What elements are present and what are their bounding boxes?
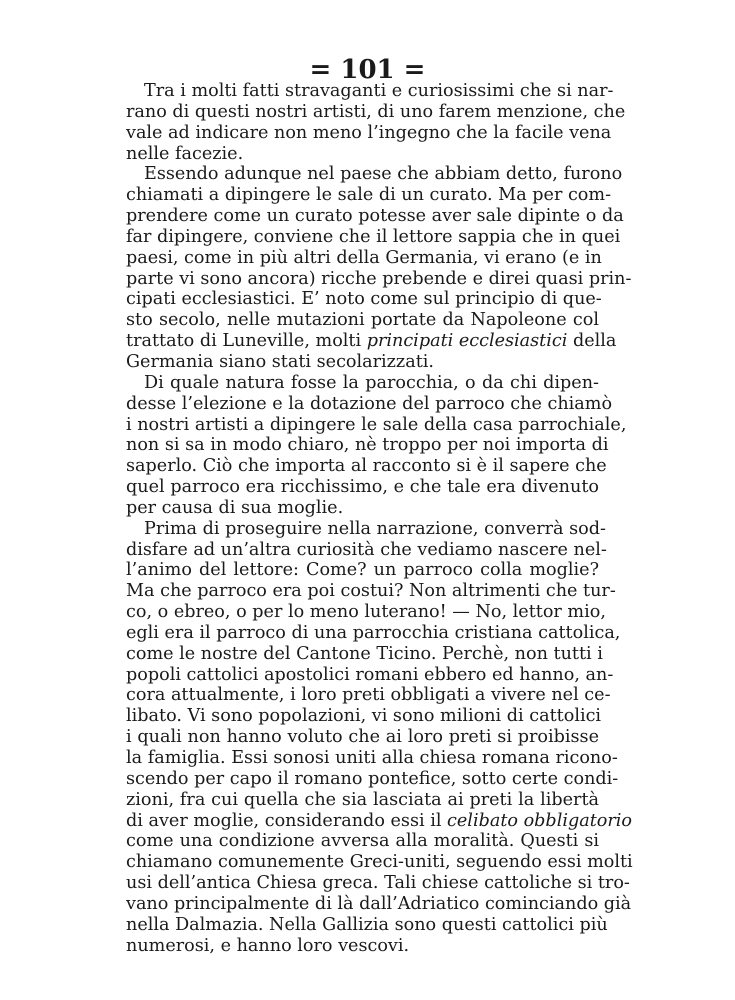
text-line: la famiglia. Essi sonosi uniti alla chiesa romana ricono- [126,748,618,768]
text-line: saperlo. Ciò che importa al racconto si è il sapere che [126,456,607,477]
text-line: cora attualmente, i loro preti obbligati a vivere nel ce- [126,685,611,706]
text-line: chiamano comunemente Greci-uniti, seguendo essi molti [126,852,633,873]
text-line: Tra i molti fatti stravaganti e curiosissimi che si nar- [144,81,614,101]
text-line: Essendo adunque nel paese che abbiam detto, furono [144,164,623,185]
text-line: popoli cattolici apostolici romani ebbero ed hanno, an- [126,664,614,685]
text-line: cipati ecclesiastici. E’ noto come sul principio di que- [126,289,602,310]
text-line: non si sa in modo chiaro, nè troppo per noi importa di [126,435,609,456]
text-line: di aver moglie, considerando essi il celibato obbligatorio [126,810,632,831]
text-line: i quali non hanno voluto che ai loro preti si proibisse [126,727,599,748]
text-line: per causa di sua moglie. [126,497,344,518]
text-line: quel parroco era ricchissimo, e che tale era divenuto [126,477,599,498]
text-line: co, o ebreo, o per lo meno luterano! — No, lettor mio, [126,602,606,623]
text-line: chiamati a dipingere le sale di un curato. Ma per com- [126,185,612,206]
text-line: libato. Vi sono popolazioni, vi sono milioni di cattolici [126,706,602,727]
text-line: come una condizione avversa alla moralità. Questi si [126,831,599,852]
text-line: desse l’elezione e la dotazione del parroco che chiamò [126,393,613,414]
text-line: trattato di Luneville, molti principati ecclesiastici della [126,331,617,352]
text-line: vale ad indicare non meno l’ingegno che la facile vena [126,122,612,143]
text-line: zioni, fra cui quella che sia lasciata ai preti la libertà [126,789,599,810]
text-line: paesi, come in più altri della Germania, vi erano (e in [126,247,602,268]
text-line: far dipingere, conviene che il lettore sappia che in quei [126,226,621,247]
text-line: Ma che parroco era poi costui? Non altrimenti che tur- [126,581,616,602]
text-line: vano principalmente di là dall’Adriatico cominciando già [126,893,632,914]
text-line: parte vi sono ancora) ricche prebende e direi quasi prin- [126,268,632,289]
text-line: nella Dalmazia. Nella Gallizia sono questi cattolici più [126,914,608,935]
text-line: Di quale natura fosse la parocchia, o da chi dipen- [144,372,599,393]
text-line: rano di questi nostri artisti, di uno farem menzione, che [126,101,626,122]
text-line: usi dell’antica Chiesa greca. Tali chiese cattoliche si tro- [126,873,630,894]
text-line: prendere come un curato potesse aver sale dipinte o da [126,206,624,227]
text-line: egli era il parroco di una parrocchia cristiana cattolica, [126,622,621,643]
body-text [126,81,633,956]
text-line: numerosi, e hanno loro vescovi. [126,935,410,956]
text-line: sto secolo, nelle mutazioni portate da Napoleone col [126,310,599,331]
text-line: Prima di proseguire nella narrazione, converrà sod- [144,518,606,539]
text-line: scendo per capo il romano pontefice, sotto certe condi- [126,768,619,789]
text-line: i nostri artisti a dipingere le sale della casa parrochiale, [126,414,627,435]
text-line: disfare ad un’altra curiosità che vediamo nascere nel- [126,539,607,560]
text-line: nelle facezie. [126,143,244,164]
page-number: = 101 = [309,55,426,85]
text-line: Germania siano stati secolarizzati. [126,351,434,372]
text-line: come le nostre del Cantone Ticino. Perchè, non tutti i [126,643,603,664]
text-line: l’animo del lettore: Come? un parroco colla moglie? [126,560,599,581]
